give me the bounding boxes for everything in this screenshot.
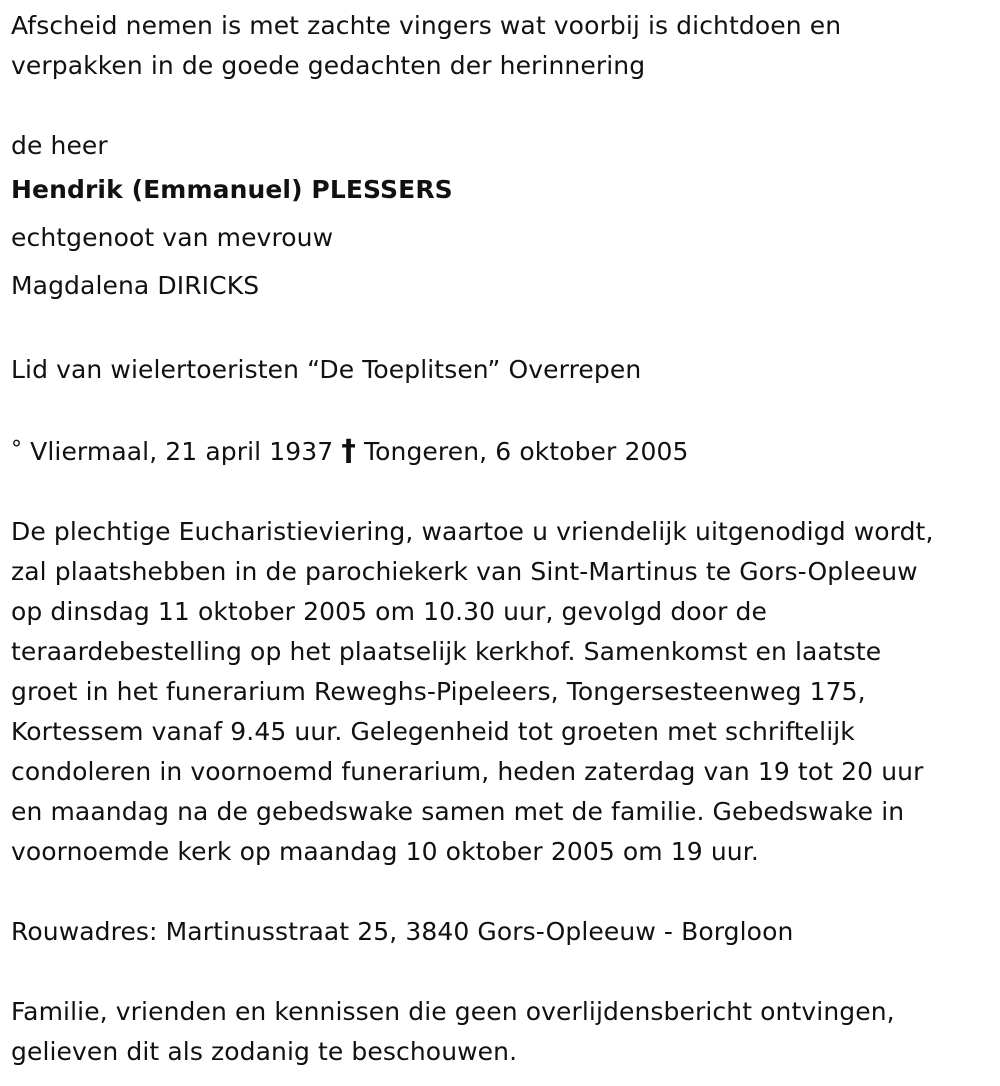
ceremony-line: condoleren in voornoemd funerarium, heden zaterdag van 19 tot 20 uur [11,757,924,786]
cross-icon: † [341,433,356,467]
ceremony-line: Kortessem vanaf 9.45 uur. Gelegenheid tot groeten met schriftelijk [11,717,855,746]
spacer [11,952,996,992]
closing-line-2: gelieven dit als zodanig te beschouwen. [11,1037,518,1066]
spouse-name: Magdalena DIRICKS [11,271,260,300]
spouse-intro: echtgenoot van mevrouw [11,223,334,252]
dates-line [11,430,996,472]
spacer [11,390,996,430]
spacer [11,310,996,350]
membership-line: Lid van wielertoeristen “De Toeplitsen” Overrepen [11,355,642,384]
quote-line-2: verpakken in de goede gedachten der herinnering [11,51,646,80]
ceremony-line: De plechtige Eucharistieviering, waartoe u vriendelijk uitgenodigd wordt, [11,517,934,546]
obituary-document [11,6,996,1072]
deceased-title: de heer [11,131,108,160]
birth-symbol: ° [11,437,23,462]
ceremony-line: op dinsdag 11 oktober 2005 om 10.30 uur, gevolgd door de [11,597,767,626]
birth-info: Vliermaal, 21 april 1937 [22,437,342,466]
death-info: Tongeren, 6 oktober 2005 [355,437,689,466]
ceremony-line: teraardebestelling op het plaatselijk kerkhof. Samenkomst en laatste [11,637,882,666]
spacer [11,86,996,126]
ceremony-line: zal plaatshebben in de parochiekerk van Sint-Martinus te Gors-Opleeuw [11,557,918,586]
ceremony-line: voornoemde kerk op maandag 10 oktober 2005 om 19 uur. [11,837,759,866]
ceremony-line: groet in het funerarium Reweghs-Pipeleers, Tongersesteenweg 175, [11,677,866,706]
deceased-name: Hendrik (Emmanuel) PLESSERS [11,175,453,204]
closing-line-1: Familie, vrienden en kennissen die geen overlijdensbericht ontvingen, [11,997,895,1026]
ceremony-paragraph [11,512,996,872]
ceremony-line: en maandag na de gebedswake samen met de familie. Gebedswake in [11,797,905,826]
spacer [11,872,996,912]
quote-line-1: Afscheid nemen is met zachte vingers wat voorbij is dichtdoen en [11,11,842,40]
address-line: Rouwadres: Martinusstraat 25, 3840 Gors-Opleeuw - Borgloon [11,917,794,946]
spacer [11,472,996,512]
